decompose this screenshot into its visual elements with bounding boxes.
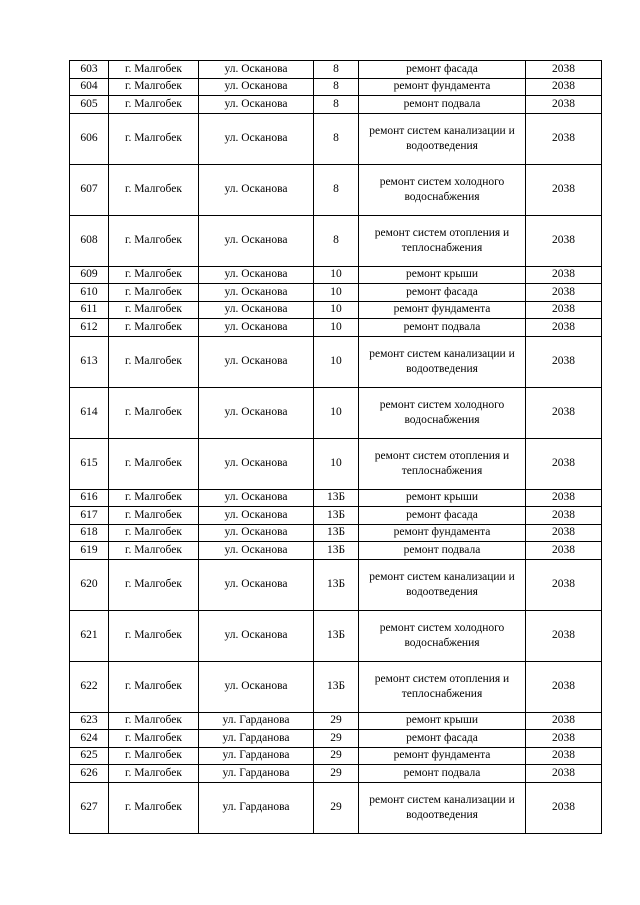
cell-street: ул. Осканова: [199, 301, 314, 319]
cell-number: 611: [70, 301, 109, 319]
cell-work-type: [359, 610, 526, 661]
cell-city: г. Малгобек: [109, 336, 199, 387]
cell-city: г. Малгобек: [109, 319, 199, 337]
cell-house: 13Б: [314, 661, 359, 712]
cell-work-type: ремонт фасада: [359, 507, 526, 525]
cell-year: 2038: [526, 610, 602, 661]
cell-number: 607: [70, 164, 109, 215]
cell-city: г. Малгобек: [109, 438, 199, 489]
cell-house: 8: [314, 96, 359, 114]
cell-number: 625: [70, 747, 109, 765]
cell-number: 619: [70, 542, 109, 560]
table-row: [70, 610, 602, 661]
cell-house: 13Б: [314, 610, 359, 661]
work-type-text: ремонт систем отопления и теплоснабжения: [374, 226, 510, 254]
cell-house: 29: [314, 712, 359, 730]
cell-house: 8: [314, 164, 359, 215]
cell-year: 2038: [526, 661, 602, 712]
cell-house: 10: [314, 319, 359, 337]
cell-year: 2038: [526, 782, 602, 833]
cell-year: 2038: [526, 336, 602, 387]
table-row: [70, 78, 602, 96]
cell-work-type: ремонт крыши: [359, 266, 526, 284]
cell-work-type: ремонт подвала: [359, 765, 526, 783]
work-type-text: ремонт систем холодного водоснабжения: [379, 398, 505, 426]
table-row: [70, 747, 602, 765]
cell-house: 10: [314, 301, 359, 319]
cell-year: 2038: [526, 438, 602, 489]
cell-house: 10: [314, 438, 359, 489]
cell-house: 8: [314, 113, 359, 164]
cell-number: 618: [70, 524, 109, 542]
cell-year: 2038: [526, 559, 602, 610]
cell-number: 626: [70, 765, 109, 783]
cell-city: г. Малгобек: [109, 524, 199, 542]
cell-street: ул. Осканова: [199, 524, 314, 542]
cell-number: 612: [70, 319, 109, 337]
cell-city: г. Малгобек: [109, 610, 199, 661]
cell-city: г. Малгобек: [109, 61, 199, 79]
cell-work-type: [359, 387, 526, 438]
cell-house: 13Б: [314, 524, 359, 542]
cell-street: ул. Гарданова: [199, 765, 314, 783]
table-row: [70, 524, 602, 542]
cell-city: г. Малгобек: [109, 559, 199, 610]
work-type-text: ремонт систем отопления и теплоснабжения: [374, 672, 510, 700]
cell-number: 615: [70, 438, 109, 489]
table-row: [70, 559, 602, 610]
cell-work-type: ремонт фундамента: [359, 301, 526, 319]
cell-number: 620: [70, 559, 109, 610]
cell-work-type: ремонт фасада: [359, 730, 526, 748]
cell-city: г. Малгобек: [109, 507, 199, 525]
cell-city: г. Малгобек: [109, 215, 199, 266]
table-row: [70, 489, 602, 507]
cell-number: 608: [70, 215, 109, 266]
cell-number: 605: [70, 96, 109, 114]
cell-year: 2038: [526, 747, 602, 765]
cell-house: 13Б: [314, 542, 359, 560]
cell-house: 8: [314, 78, 359, 96]
work-type-text: ремонт систем канализации и водоотведения: [369, 793, 515, 821]
cell-street: ул. Осканова: [199, 319, 314, 337]
cell-city: г. Малгобек: [109, 747, 199, 765]
cell-city: г. Малгобек: [109, 542, 199, 560]
cell-house: 10: [314, 284, 359, 302]
cell-year: 2038: [526, 542, 602, 560]
cell-city: г. Малгобек: [109, 164, 199, 215]
cell-house: 8: [314, 61, 359, 79]
table-row: [70, 113, 602, 164]
table-row: [70, 336, 602, 387]
cell-work-type: ремонт фундамента: [359, 524, 526, 542]
cell-city: г. Малгобек: [109, 266, 199, 284]
cell-work-type: [359, 215, 526, 266]
table-row: [70, 782, 602, 833]
cell-work-type: ремонт подвала: [359, 319, 526, 337]
table-row: [70, 284, 602, 302]
cell-house: 29: [314, 730, 359, 748]
cell-city: г. Малгобек: [109, 284, 199, 302]
table-row: [70, 301, 602, 319]
cell-street: ул. Гарданова: [199, 782, 314, 833]
cell-city: г. Малгобек: [109, 96, 199, 114]
cell-year: 2038: [526, 319, 602, 337]
cell-city: г. Малгобек: [109, 489, 199, 507]
cell-house: 29: [314, 782, 359, 833]
cell-work-type: [359, 782, 526, 833]
cell-number: 609: [70, 266, 109, 284]
cell-street: ул. Осканова: [199, 215, 314, 266]
cell-year: 2038: [526, 507, 602, 525]
cell-street: ул. Осканова: [199, 61, 314, 79]
cell-year: 2038: [526, 765, 602, 783]
table-row: [70, 507, 602, 525]
cell-work-type: [359, 661, 526, 712]
cell-street: ул. Гарданова: [199, 712, 314, 730]
cell-city: г. Малгобек: [109, 301, 199, 319]
cell-work-type: [359, 438, 526, 489]
cell-city: г. Малгобек: [109, 712, 199, 730]
cell-street: ул. Осканова: [199, 438, 314, 489]
cell-house: 13Б: [314, 507, 359, 525]
cell-work-type: ремонт крыши: [359, 489, 526, 507]
cell-city: г. Малгобек: [109, 113, 199, 164]
cell-city: г. Малгобек: [109, 661, 199, 712]
cell-year: 2038: [526, 266, 602, 284]
work-type-text: ремонт систем холодного водоснабжения: [379, 175, 505, 203]
cell-work-type: [359, 559, 526, 610]
cell-number: 624: [70, 730, 109, 748]
cell-street: ул. Осканова: [199, 266, 314, 284]
cell-year: 2038: [526, 524, 602, 542]
cell-work-type: ремонт фасада: [359, 61, 526, 79]
cell-street: ул. Гарданова: [199, 730, 314, 748]
table-body: [70, 61, 602, 834]
cell-house: 13Б: [314, 489, 359, 507]
cell-year: 2038: [526, 78, 602, 96]
cell-number: 606: [70, 113, 109, 164]
cell-year: 2038: [526, 113, 602, 164]
table-row: [70, 661, 602, 712]
cell-work-type: ремонт подвала: [359, 96, 526, 114]
cell-year: 2038: [526, 96, 602, 114]
cell-house: 10: [314, 387, 359, 438]
cell-number: 613: [70, 336, 109, 387]
cell-house: 8: [314, 215, 359, 266]
cell-house: 10: [314, 336, 359, 387]
cell-number: 627: [70, 782, 109, 833]
table-row: [70, 765, 602, 783]
cell-house: 13Б: [314, 559, 359, 610]
cell-city: г. Малгобек: [109, 78, 199, 96]
cell-city: г. Малгобек: [109, 782, 199, 833]
cell-year: 2038: [526, 301, 602, 319]
table-row: [70, 164, 602, 215]
cell-street: ул. Осканова: [199, 164, 314, 215]
table-row: [70, 387, 602, 438]
cell-house: 29: [314, 765, 359, 783]
work-type-text: ремонт систем канализации и водоотведения: [369, 570, 515, 598]
cell-year: 2038: [526, 712, 602, 730]
cell-work-type: [359, 336, 526, 387]
cell-number: 623: [70, 712, 109, 730]
table-row: [70, 319, 602, 337]
cell-city: г. Малгобек: [109, 765, 199, 783]
cell-street: ул. Осканова: [199, 336, 314, 387]
cell-street: ул. Осканова: [199, 507, 314, 525]
cell-year: 2038: [526, 284, 602, 302]
cell-number: 616: [70, 489, 109, 507]
cell-work-type: ремонт фасада: [359, 284, 526, 302]
cell-work-type: ремонт фундамента: [359, 78, 526, 96]
cell-street: ул. Осканова: [199, 96, 314, 114]
cell-city: г. Малгобек: [109, 387, 199, 438]
cell-street: ул. Осканова: [199, 661, 314, 712]
work-type-text: ремонт систем холодного водоснабжения: [379, 621, 505, 649]
table-row: [70, 61, 602, 79]
cell-street: ул. Осканова: [199, 489, 314, 507]
table-row: [70, 96, 602, 114]
cell-street: ул. Осканова: [199, 559, 314, 610]
cell-work-type: ремонт крыши: [359, 712, 526, 730]
cell-year: 2038: [526, 387, 602, 438]
cell-number: 622: [70, 661, 109, 712]
repair-schedule-table: [69, 60, 602, 834]
table-row: [70, 730, 602, 748]
work-type-text: ремонт систем канализации и водоотведения: [369, 347, 515, 375]
cell-year: 2038: [526, 730, 602, 748]
cell-street: ул. Осканова: [199, 542, 314, 560]
cell-work-type: ремонт подвала: [359, 542, 526, 560]
table-row: [70, 215, 602, 266]
cell-street: ул. Гарданова: [199, 747, 314, 765]
cell-house: 10: [314, 266, 359, 284]
cell-year: 2038: [526, 61, 602, 79]
cell-work-type: [359, 113, 526, 164]
cell-work-type: ремонт фундамента: [359, 747, 526, 765]
cell-number: 610: [70, 284, 109, 302]
work-type-text: ремонт систем отопления и теплоснабжения: [374, 449, 510, 477]
cell-number: 604: [70, 78, 109, 96]
cell-street: ул. Осканова: [199, 284, 314, 302]
table-row: [70, 266, 602, 284]
cell-number: 603: [70, 61, 109, 79]
cell-year: 2038: [526, 164, 602, 215]
cell-number: 621: [70, 610, 109, 661]
cell-year: 2038: [526, 489, 602, 507]
cell-number: 614: [70, 387, 109, 438]
table-row: [70, 438, 602, 489]
cell-house: 29: [314, 747, 359, 765]
cell-work-type: [359, 164, 526, 215]
cell-street: ул. Осканова: [199, 610, 314, 661]
cell-city: г. Малгобек: [109, 730, 199, 748]
work-type-text: ремонт систем канализации и водоотведения: [369, 124, 515, 152]
table-row: [70, 712, 602, 730]
cell-street: ул. Осканова: [199, 113, 314, 164]
table-row: [70, 542, 602, 560]
cell-year: 2038: [526, 215, 602, 266]
cell-street: ул. Осканова: [199, 387, 314, 438]
cell-number: 617: [70, 507, 109, 525]
cell-street: ул. Осканова: [199, 78, 314, 96]
